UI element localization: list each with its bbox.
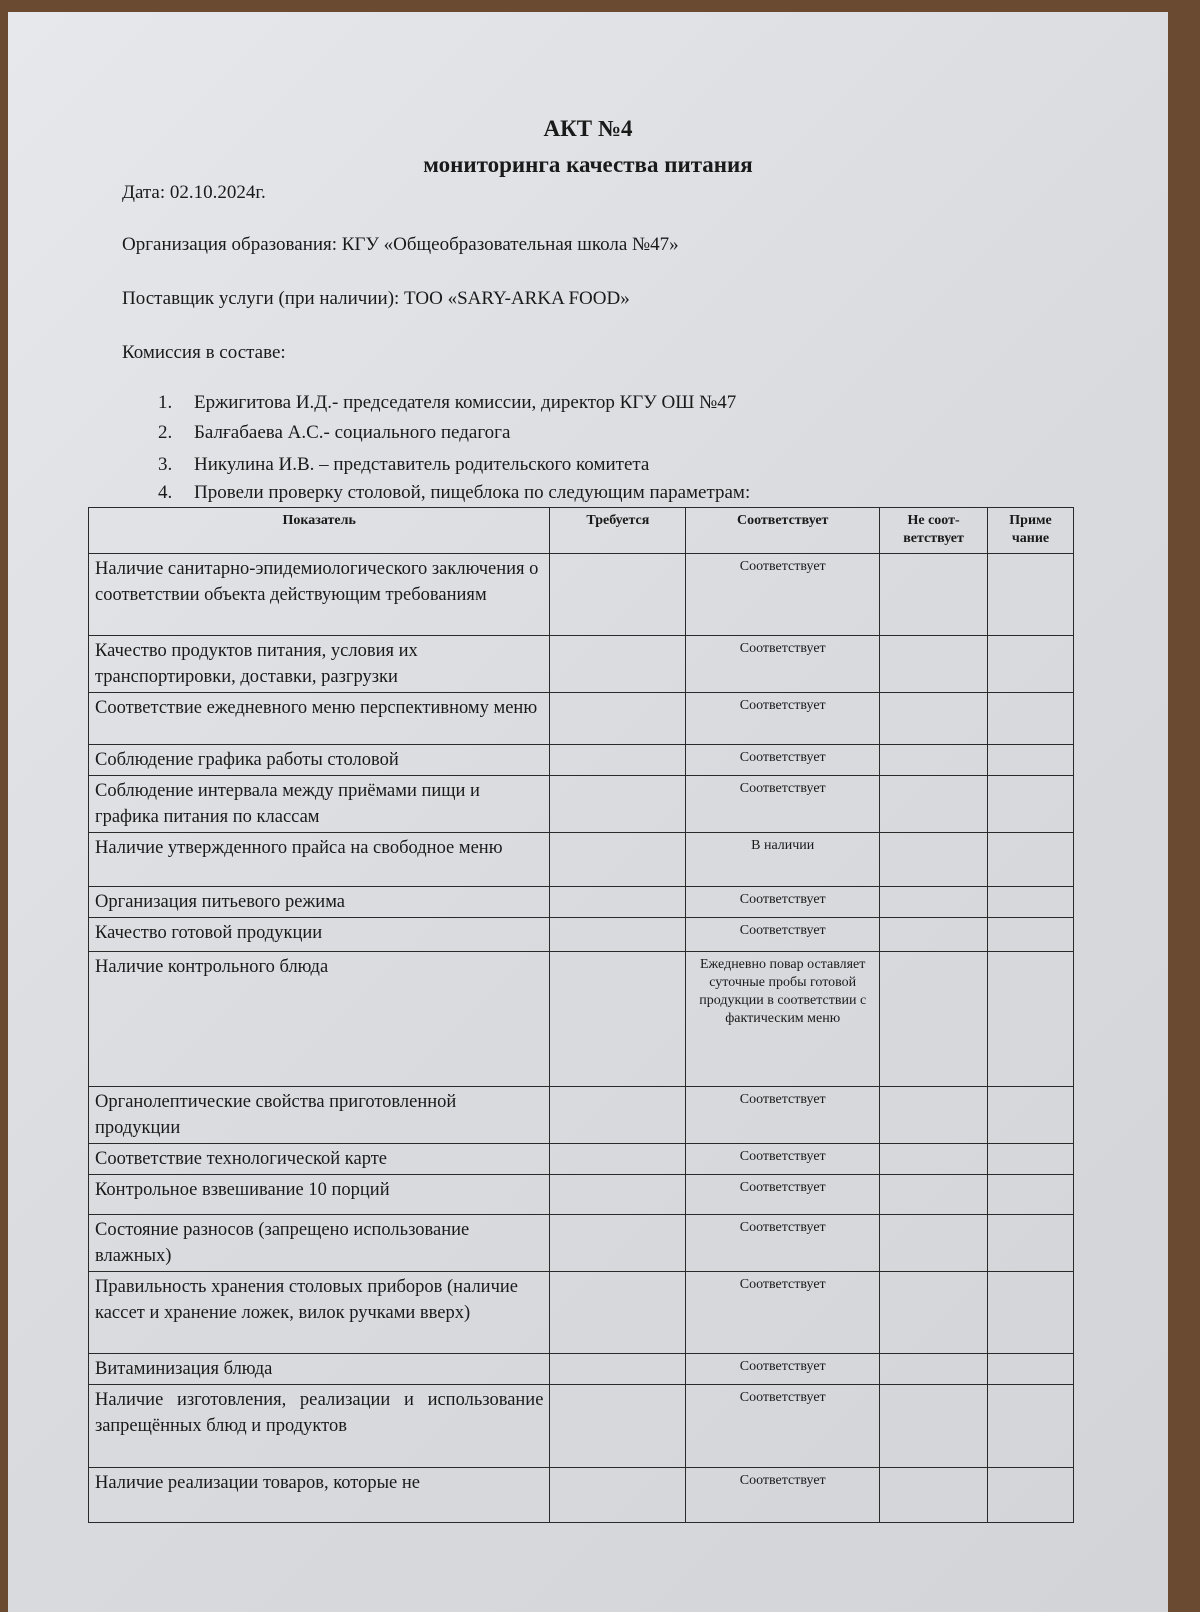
indicator-cell: Соблюдение интервала между приёмами пищи и графика питания по классам — [89, 776, 550, 833]
required-cell — [550, 952, 686, 1087]
provider-line: Поставщик услуги (при наличии): ТОО «SARY-ARKA FOOD» — [122, 288, 630, 309]
table-header-row — [89, 508, 1074, 554]
compliant-cell: Соответствует — [686, 693, 880, 745]
header-noncompliant: Не соот-ветствует — [880, 508, 988, 554]
list-number: 1. — [158, 392, 173, 413]
compliant-cell: Ежедневно повар оставляет суточные пробы готовой продукции в соответствии с фактическим меню — [686, 952, 880, 1087]
list-text: Балғабаева А.С.- социального педагога — [194, 422, 511, 443]
noncompliant-cell — [880, 1087, 988, 1144]
required-cell — [550, 918, 686, 952]
noncompliant-cell — [880, 554, 988, 636]
list-item — [158, 422, 510, 444]
compliant-cell: Соответствует — [686, 1144, 880, 1175]
required-cell — [550, 1144, 686, 1175]
header-indicator: Показатель — [89, 508, 550, 554]
compliant-cell: В наличии — [686, 833, 880, 887]
list-text: Никулина И.В. – представитель родительского комитета — [194, 454, 650, 475]
list-text: Ержигитова И.Д.- председателя комиссии, директор КГУ ОШ №47 — [194, 392, 737, 413]
required-cell — [550, 636, 686, 693]
indicator-cell: Качество готовой продукции — [89, 918, 550, 952]
note-cell — [988, 636, 1074, 693]
required-cell — [550, 887, 686, 918]
indicator-cell: Состояние разносов (запрещено использование влажных) — [89, 1215, 550, 1272]
compliant-cell: Соответствует — [686, 1087, 880, 1144]
header-required: Требуется — [550, 508, 686, 554]
note-cell — [988, 693, 1074, 745]
list-text: Провели проверку столовой, пищеблока по следующим параметрам: — [194, 482, 751, 503]
header-compliant: Соответствует — [686, 508, 880, 554]
note-cell — [988, 918, 1074, 952]
indicator-cell: Наличие изготовления, реализации и использование запрещённых блюд и продуктов — [89, 1385, 550, 1468]
table-row — [89, 833, 1074, 887]
required-cell — [550, 833, 686, 887]
indicator-cell: Правильность хранения столовых приборов (наличие кассет и хранение ложек, вилок ручками вверх) — [89, 1272, 550, 1354]
noncompliant-cell — [880, 833, 988, 887]
required-cell — [550, 1175, 686, 1215]
indicator-cell: Витаминизация блюда — [89, 1354, 550, 1385]
table-row — [89, 1385, 1074, 1468]
indicator-cell: Наличие утвержденного прайса на свободное меню — [89, 833, 550, 887]
noncompliant-cell — [880, 1354, 988, 1385]
compliant-cell: Соответствует — [686, 776, 880, 833]
indicator-cell: Соответствие технологической карте — [89, 1144, 550, 1175]
noncompliant-cell — [880, 1272, 988, 1354]
note-cell — [988, 1215, 1074, 1272]
required-cell — [550, 745, 686, 776]
required-cell — [550, 554, 686, 636]
table-row — [89, 952, 1074, 1087]
required-cell — [550, 1385, 686, 1468]
indicator-cell: Наличие санитарно-эпидемиологического заключения о соответствии объекта действующим требованиям — [89, 554, 550, 636]
noncompliant-cell — [880, 1175, 988, 1215]
required-cell — [550, 1354, 686, 1385]
table-row — [89, 1215, 1074, 1272]
required-cell — [550, 1468, 686, 1523]
table-row — [89, 918, 1074, 952]
document-title: АКТ №4 — [543, 116, 633, 141]
note-cell — [988, 776, 1074, 833]
required-cell — [550, 693, 686, 745]
note-cell — [988, 745, 1074, 776]
indicator-cell: Соответствие ежедневного меню перспективному меню — [89, 693, 550, 745]
noncompliant-cell — [880, 636, 988, 693]
note-cell — [988, 1087, 1074, 1144]
list-item — [158, 392, 736, 414]
indicator-cell: Наличие контрольного блюда — [89, 952, 550, 1087]
note-cell — [988, 554, 1074, 636]
noncompliant-cell — [880, 776, 988, 833]
table-row — [89, 1144, 1074, 1175]
noncompliant-cell — [880, 887, 988, 918]
table-row — [89, 1175, 1074, 1215]
table-row — [89, 745, 1074, 776]
noncompliant-cell — [880, 1144, 988, 1175]
compliant-cell: Соответствует — [686, 918, 880, 952]
date-line: Дата: 02.10.2024г. — [122, 182, 266, 203]
indicator-cell: Наличие реализации товаров, которые не — [89, 1468, 550, 1523]
note-cell — [988, 1144, 1074, 1175]
compliant-cell: Соответствует — [686, 554, 880, 636]
table-row — [89, 636, 1074, 693]
header-note: Приме чание — [988, 508, 1074, 554]
commission-label: Комиссия в составе: — [122, 342, 286, 363]
table-row — [89, 776, 1074, 833]
list-item — [158, 482, 750, 504]
note-cell — [988, 1272, 1074, 1354]
required-cell — [550, 1087, 686, 1144]
required-cell — [550, 1272, 686, 1354]
compliant-cell: Соответствует — [686, 887, 880, 918]
list-number: 2. — [158, 422, 173, 443]
inspection-table — [88, 507, 1074, 1523]
note-cell — [988, 887, 1074, 918]
note-cell — [988, 1175, 1074, 1215]
indicator-cell: Органолептические свойства приготовленной продукции — [89, 1087, 550, 1144]
document-subtitle: мониторинга качества питания — [423, 152, 753, 177]
noncompliant-cell — [880, 745, 988, 776]
list-number: 3. — [158, 454, 173, 475]
note-cell — [988, 952, 1074, 1087]
indicator-cell: Организация питьевого режима — [89, 887, 550, 918]
compliant-cell: Соответствует — [686, 1272, 880, 1354]
note-cell — [988, 1354, 1074, 1385]
required-cell — [550, 776, 686, 833]
list-item — [158, 454, 649, 476]
noncompliant-cell — [880, 918, 988, 952]
noncompliant-cell — [880, 1385, 988, 1468]
table-row — [89, 1272, 1074, 1354]
note-cell — [988, 1385, 1074, 1468]
list-number: 4. — [158, 482, 173, 503]
compliant-cell: Соответствует — [686, 1175, 880, 1215]
indicator-cell: Контрольное взвешивание 10 порций — [89, 1175, 550, 1215]
table-row — [89, 1468, 1074, 1523]
noncompliant-cell — [880, 1468, 988, 1523]
document-page — [8, 12, 1168, 1612]
table-row — [89, 1087, 1074, 1144]
compliant-cell: Соответствует — [686, 1354, 880, 1385]
noncompliant-cell — [880, 952, 988, 1087]
noncompliant-cell — [880, 693, 988, 745]
table-row — [89, 554, 1074, 636]
compliant-cell: Соответствует — [686, 636, 880, 693]
compliant-cell: Соответствует — [686, 1468, 880, 1523]
indicator-cell: Соблюдение графика работы столовой — [89, 745, 550, 776]
compliant-cell: Соответствует — [686, 1385, 880, 1468]
indicator-cell: Качество продуктов питания, условия их транспортировки, доставки, разгрузки — [89, 636, 550, 693]
note-cell — [988, 1468, 1074, 1523]
compliant-cell: Соответствует — [686, 745, 880, 776]
noncompliant-cell — [880, 1215, 988, 1272]
table-row — [89, 1354, 1074, 1385]
organization-line: Организация образования: КГУ «Общеобразовательная школа №47» — [122, 234, 679, 255]
required-cell — [550, 1215, 686, 1272]
table-row — [89, 887, 1074, 918]
compliant-cell: Соответствует — [686, 1215, 880, 1272]
table-row — [89, 693, 1074, 745]
note-cell — [988, 833, 1074, 887]
